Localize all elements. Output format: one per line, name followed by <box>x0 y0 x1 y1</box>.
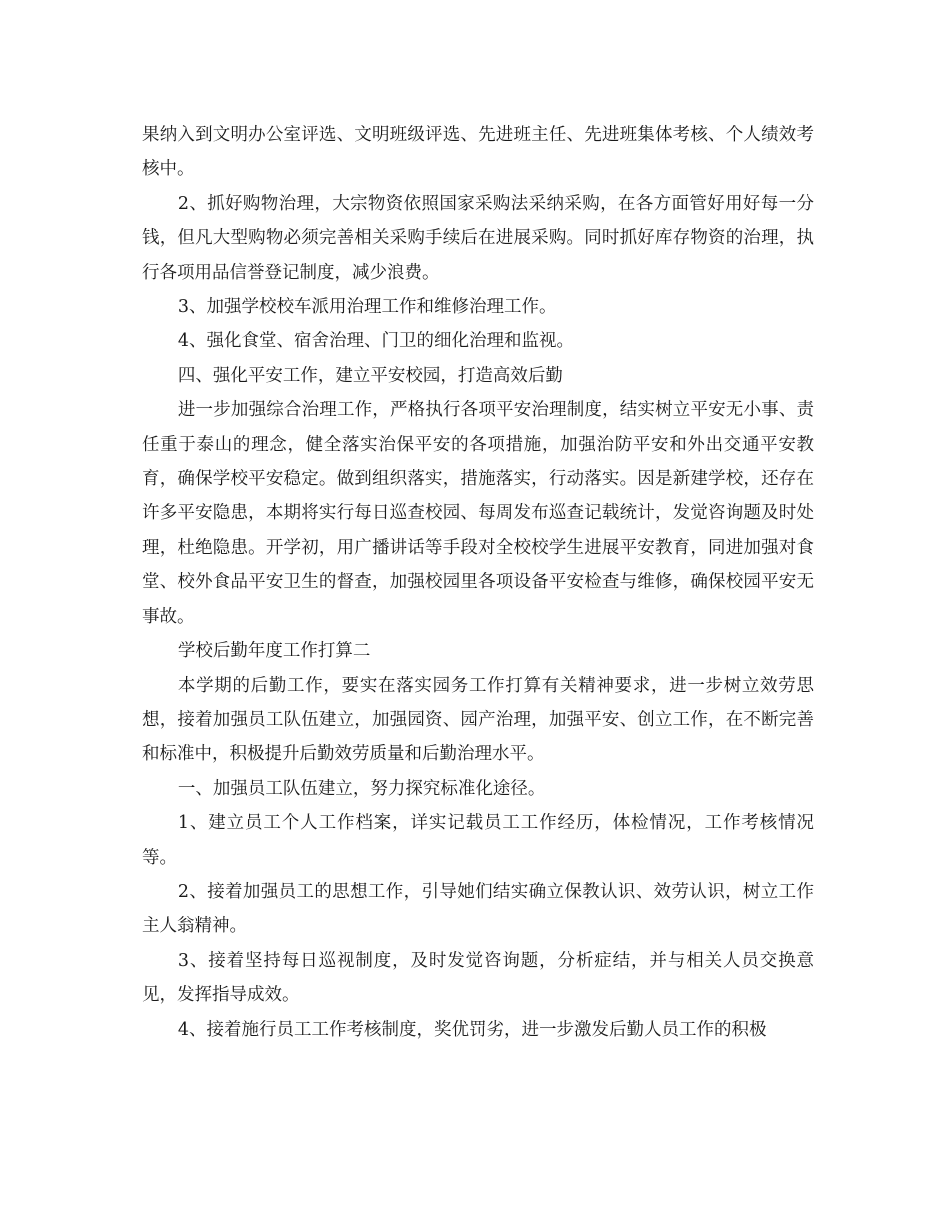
paragraph-item-2-purchasing: 2、抓好购物治理，大宗物资依照国家采购法采纳采购，在各方面管好用好每一分钱，但凡大型购物必须完善相关采购手续后在进展采购。同时抓好库存物资的治理，执行各项用品信誉登记制度，减少浪费。 <box>142 193 814 283</box>
paragraph-staff-item-4: 4、接着施行员工工作考核制度，奖优罚劣，进一步激发后勤人员工作的积极 <box>177 1019 767 1040</box>
paragraph-plan-intro: 本学期的后勤工作，要实在落实园务工作打算有关精神要求，进一步树立效劳思想，接着加强员工队伍建立，加强园资、园产治理，加强平安、创立工作，在不断完善和标准中，积极提升后勤效劳质量和后勤治理水平。 <box>142 675 814 765</box>
paragraph-item-4-canteen: 4、强化食堂、宿舍治理、门卫的细化治理和监视。 <box>177 331 575 352</box>
paragraph-continuation: 果纳入到文明办公室评选、文明班级评选、先进班主任、先进班集体考核、个人绩效考核中。 <box>142 125 814 180</box>
section-heading-safety: 四、强化平安工作，建立平安校园，打造高效后勤 <box>177 365 563 386</box>
paragraph-staff-item-2: 2、接着加强员工的思想工作，引导她们结实确立保教认识、效劳认识，树立工作主人翁精神。 <box>142 881 814 937</box>
paragraph-staff-item-3: 3、接着坚持每日巡视制度，及时发觉咨询题，分析症结，并与相关人员交换意见，发挥指导成效。 <box>142 950 814 1006</box>
section-title-plan-two: 学校后勤年度工作打算二 <box>177 641 371 662</box>
paragraph-staff-item-1: 1、建立员工个人工作档案，详实记载员工工作经历，体检情况，工作考核情况等。 <box>142 813 814 868</box>
paragraph-safety-work: 进一步加强综合治理工作，严格执行各项平安治理制度，结实树立平安无小事、责任重于泰山的理念，健全落实治保平安的各项措施，加强治防平安和外出交通平安教育，确保学校平安稳定。做到组织落实，措施落实，行动落实。因是新建学校，还存在许多平安隐患，本期将实行每日巡查校园、每周发布巡查记载统计，发觉咨询题及时处理，杜绝隐患。开学初，用广播讲话等手段对全校校学生进展平安教育，同进加强对食堂、校外食品平安卫生的督查，加强校园里各项设备平安检查与维修，确保校园平安无事故。 <box>142 400 814 627</box>
section-heading-staff: 一、加强员工队伍建立，努力探究标准化途径。 <box>177 778 546 799</box>
document-body <box>142 118 814 1047</box>
paragraph-item-3-school-bus: 3、加强学校校车派用治理工作和维修治理工作。 <box>177 297 557 318</box>
